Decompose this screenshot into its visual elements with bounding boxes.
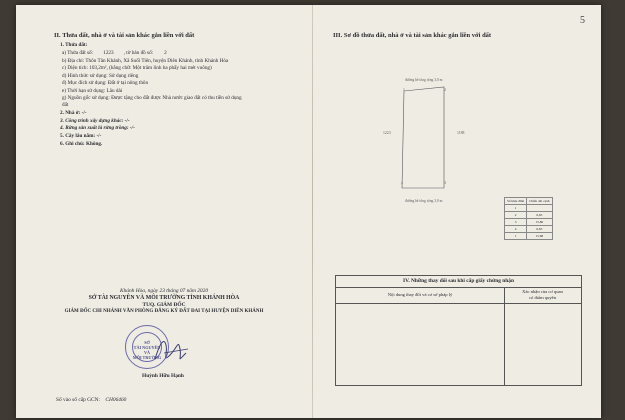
corner-4: 4 [401, 181, 403, 185]
coordinates-table [504, 197, 553, 240]
changes-table [335, 275, 582, 386]
map-number-value: 2 [164, 50, 167, 56]
land-origin-cont: đất [62, 101, 69, 108]
department-name: SỞ TÀI NGUYÊN VÀ MÔI TRƯỜNG TỈNH KHÁNH HÒA [88, 295, 240, 301]
land-number-row [62, 50, 176, 56]
road-top-label: đường bê tông rộng 3,0 m [405, 78, 443, 82]
right-page [313, 5, 601, 418]
changes-title: IV. Những thay đổi sau khi cấp giấy chứng nhận [336, 276, 581, 288]
gcn-value: CH06460 [105, 397, 127, 403]
land-heading: 1. Thửa đất: [60, 42, 88, 48]
table-row: 3 15,86 [505, 219, 553, 226]
signer-name: Huỳnh Hữu Hạnh [142, 373, 184, 379]
land-address: b) Địa chỉ: Thôn Tân Khánh, Xã Suối Tiên, huyện Diên Khánh, tỉnh Khánh Hòa [62, 57, 229, 64]
construction-row: 3. Công trình xây dựng khác: -/- [60, 117, 130, 124]
map-number-label: , tờ bản đồ số: [123, 50, 154, 56]
signing-date: Khánh Hòa, ngày 23 tháng 07 năm 2020 [119, 288, 209, 294]
gcn-row [56, 397, 126, 403]
left-page [16, 5, 312, 418]
director-title: GIÁM ĐỐC CHI NHÁNH VĂN PHÒNG ĐĂNG KÝ ĐẤT ĐAI TẠI HUYỆN DIÊN KHÁNH [64, 309, 264, 314]
stamp-text: SỞ TÀI NGUYÊN VÀ MÔI TRƯỜNG [132, 340, 162, 360]
changes-confirmation-column [504, 287, 581, 386]
changes-content-header: Nội dung thay đổi và cơ sở pháp lý [336, 287, 504, 304]
land-origin: g) Nguồn gốc sử dụng: Được tặng cho đất được Nhà nước giao đất có thu tiền sử dụng [62, 95, 242, 101]
land-use-form: d) Hình thức sử dụng: Sử dụng riêng [62, 72, 139, 79]
left-neighbour-parcel: 1223 [383, 131, 391, 135]
changes-content-column [336, 287, 505, 386]
plot-diagram [401, 85, 447, 191]
land-number-value: 1223 [103, 50, 114, 56]
signature-scribble [152, 333, 192, 367]
page-number: 5 [580, 15, 585, 26]
house-row: 2. Nhà ở: -/- [60, 110, 87, 116]
gcn-label: Số vào sổ cấp GCN: [56, 397, 101, 403]
corner-2: 2 [444, 88, 446, 92]
table-row: 1 15,68 [505, 233, 553, 240]
right-neighbour-parcel: 1188 [457, 131, 465, 135]
corner-1: 1 [403, 88, 405, 92]
table-row: Số hiệu đỉnh Chiều dài cạnh [505, 198, 553, 205]
table-row: 1 [505, 205, 553, 212]
changes-confirmation-header: Xác nhận của cơ quan có thẩm quyền [504, 287, 581, 304]
section-ii-title: II. Thửa đất, nhà ở và tài sản khác gắn liền với đất [54, 32, 195, 39]
corner-3: 3 [444, 181, 446, 185]
land-use-purpose: đ) Mục đích sử dụng: Đất ở tại nông thôn [62, 80, 149, 86]
land-use-term: e) Thời hạn sử dụng: Lâu dài [62, 87, 123, 94]
table-row: 4 6,65 [505, 226, 553, 233]
certificate-sheet [16, 5, 601, 418]
road-bottom-label: đường bê tông rộng 3,0 m [405, 199, 443, 203]
section-iii-title: III. Sơ đồ thửa đất, nhà ở và tài sản khác gắn liền với đất [333, 32, 492, 39]
notes-row: 6. Ghi chú: Không. [60, 141, 103, 147]
land-area: c) Diện tích: 103,2m², (bằng chữ: Một trăm linh ba phẩy hai mét vuông) [62, 65, 212, 71]
trees-row: 5. Cây lâu năm: -/- [60, 133, 102, 139]
signature-block [46, 288, 282, 314]
land-number-label: a) Thửa đất số: [62, 50, 94, 56]
table-row: 2 6,65 [505, 212, 553, 219]
forest-row: 4. Rừng sản xuất là rừng trồng: -/- [60, 125, 135, 131]
deputy-title: TUQ. GIÁM ĐỐC [142, 302, 186, 308]
